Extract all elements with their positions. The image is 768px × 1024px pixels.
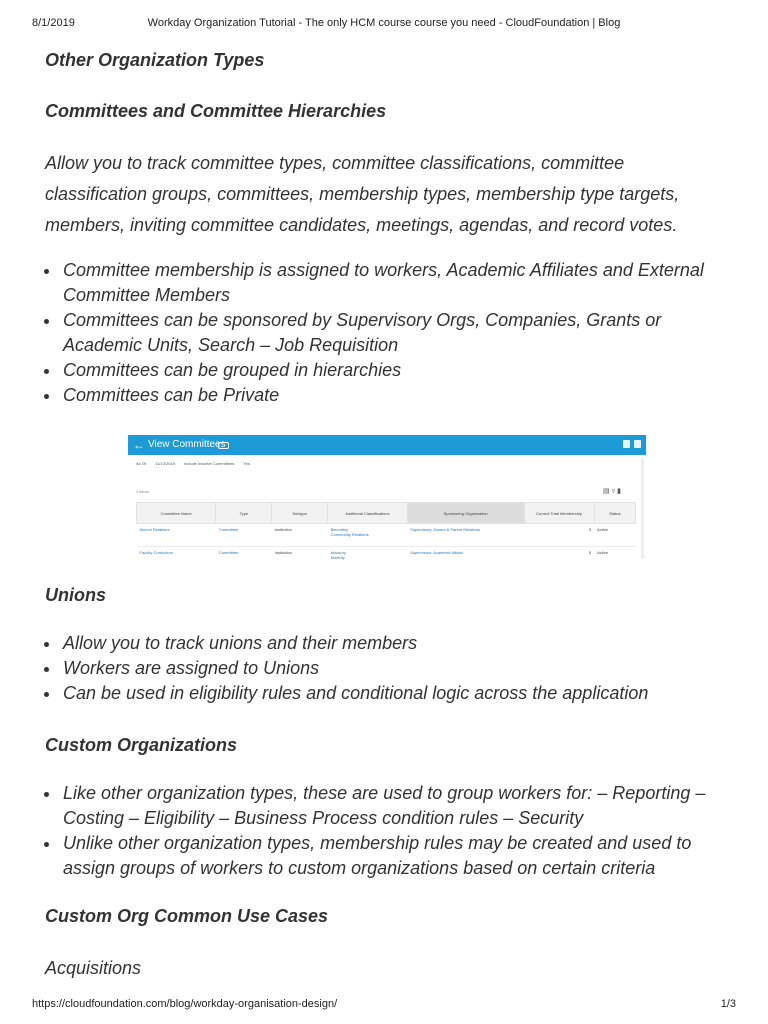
sponsor-cell: Supervisory: Academic Affairs — [407, 547, 524, 563]
sponsor-cell: Supervisory: Alumni & Parent Relations — [407, 524, 524, 547]
column-header: Committee Name — [137, 503, 216, 524]
column-header: Sponsoring Organization — [407, 503, 524, 524]
committee-name-cell: Alumni Relations — [137, 524, 216, 547]
committees-intro: Allow you to track committee types, committee classifications, committee classification groups, committees, membership types, membership type targets, members, inviting committee candidates, meetings, agendas, and record votes. — [45, 153, 680, 235]
chart-icon: ▮ — [617, 488, 623, 495]
filter-icon: ▿ — [611, 488, 618, 495]
excel-icon: ▤ — [603, 488, 612, 495]
as-of-value: 11/13/2015 — [155, 461, 175, 466]
print-date: 8/1/2019 — [32, 17, 75, 29]
include-inactive-value: Yes — [243, 461, 250, 466]
item-count: 2 items — [136, 489, 149, 494]
screenshot-title-bar — [128, 435, 646, 455]
table-row — [137, 547, 636, 563]
column-header: Type — [216, 503, 272, 524]
export-icon — [623, 440, 630, 448]
list-item: Committees can be sponsored by Supervisory Orgs, Companies, Grants or Academic Units, Search – Job Requisition — [45, 308, 725, 358]
list-item: Committees can be grouped in hierarchies — [45, 358, 725, 383]
column-header: Additional Classifications — [328, 503, 408, 524]
heading-custom-org-use-cases: Custom Org Common Use Cases — [45, 906, 329, 926]
membership-cell: 3 — [524, 524, 594, 547]
classification-value: Advisory — [330, 550, 346, 555]
heading-committees: Committees and Committee Hierarchies — [45, 101, 387, 121]
subtype-cell: Institution — [272, 547, 328, 563]
custom-org-bullet-list — [45, 781, 725, 881]
column-header: Status — [594, 503, 635, 524]
document-title: Workday Organization Tutorial - The only HCM course course you need - CloudFoundation | Blog — [147, 17, 621, 29]
related-actions-icon — [218, 442, 229, 449]
committee-name-cell: Faculty Curriculum — [137, 547, 216, 563]
list-item: Like other organization types, these are used to group workers for: – Reporting – Costing – Eligibility – Business Process condition rules – Security — [45, 781, 725, 831]
heading-unions: Unions — [45, 585, 106, 605]
table-header-row — [137, 503, 636, 524]
heading-custom-organizations: Custom Organizations — [45, 735, 238, 755]
back-arrow-icon: ← — [133, 438, 145, 452]
list-item: Committees can be Private — [45, 383, 725, 408]
list-item: Committee membership is assigned to workers, Academic Affiliates and External Committee Members — [45, 258, 725, 308]
column-header: Subtype — [272, 503, 328, 524]
list-item: Allow you to track unions and their members — [45, 631, 725, 656]
classification-cell — [328, 524, 408, 547]
status-cell: Active — [594, 524, 635, 547]
table-toolbar — [603, 487, 623, 495]
union-bullet-list — [45, 631, 725, 706]
committee-bullet-list — [45, 258, 725, 408]
type-cell: Committee — [216, 547, 272, 563]
heading-other-organization-types: Other Organization Types — [45, 50, 265, 70]
view-committees-screenshot — [128, 435, 646, 562]
classification-value: Community Relations — [330, 532, 369, 537]
subtype-cell: Institution — [272, 524, 328, 547]
as-of-label: As Of — [136, 461, 147, 466]
list-item: Can be used in eligibility rules and conditional logic across the application — [45, 681, 725, 706]
screenshot-title: View Committees — [148, 439, 226, 450]
print-icon — [634, 440, 641, 448]
classification-cell — [328, 547, 408, 563]
membership-cell: 5 — [524, 547, 594, 563]
classification-value: Bimonthly — [330, 527, 349, 532]
list-item: Unlike other organization types, membership rules may be created and used to assign groups of workers to custom organizations based on certain criteria — [45, 831, 725, 881]
page-url: https://cloudfoundation.com/blog/workday-organisation-design/ — [32, 998, 338, 1010]
include-inactive-label: Include Inactive Committees — [184, 461, 235, 466]
page-number: 1/3 — [720, 998, 736, 1010]
column-header: Current Total Membership — [524, 503, 594, 524]
committees-table — [136, 502, 636, 562]
page-footer — [32, 998, 736, 1012]
scrollbar — [641, 459, 644, 559]
screenshot-parameters — [136, 461, 258, 466]
page-header — [32, 17, 736, 31]
table-row — [137, 524, 636, 547]
type-cell: Committee — [216, 524, 272, 547]
heading-acquisitions: Acquisitions — [45, 958, 142, 978]
status-cell: Active — [594, 547, 635, 563]
list-item: Workers are assigned to Unions — [45, 656, 725, 681]
classification-value: Monthly — [330, 555, 345, 560]
